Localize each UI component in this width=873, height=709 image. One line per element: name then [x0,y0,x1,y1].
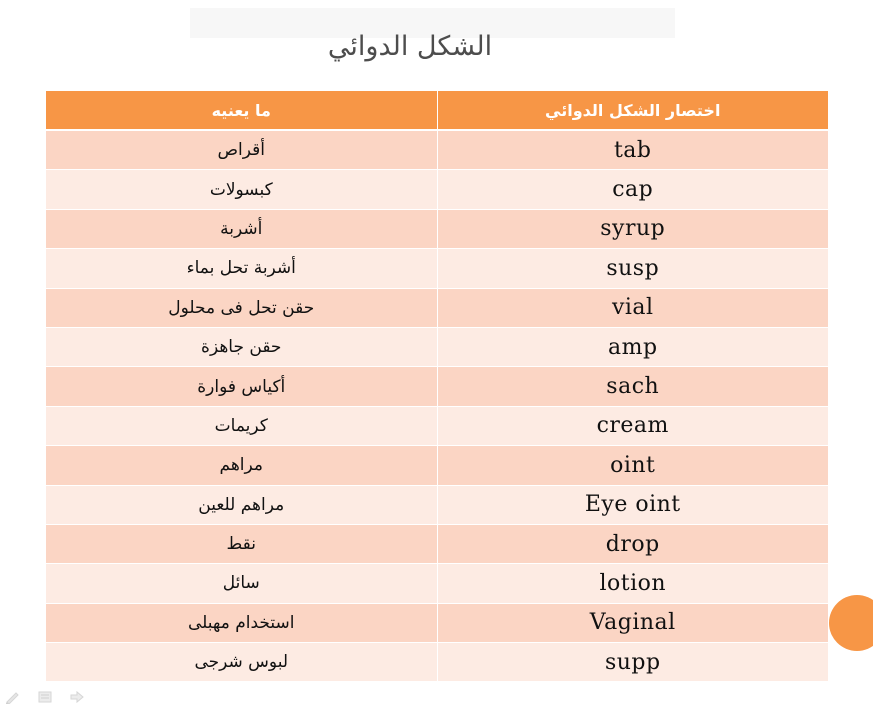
abbreviation-cell: Vaginal [437,603,828,642]
abbreviation-cell: amp [437,327,828,366]
table-row [46,367,828,406]
table-row [46,327,828,366]
abbreviation-cell: cap [437,170,828,209]
slides-icon[interactable] [36,689,54,705]
meaning-cell: أكياس فوارة [46,367,437,406]
abbreviation-cell: sach [437,367,828,406]
page-title: الشكل الدوائي [327,31,493,62]
table-row [46,564,828,603]
dosage-forms-table [46,91,828,682]
abbreviation-cell: drop [437,524,828,563]
abbreviation-cell: oint [437,446,828,485]
table-row [46,209,828,248]
meaning-cell: سائل [46,564,437,603]
table-body [46,130,828,682]
meaning-cell: مراهم للعين [46,485,437,524]
pen-icon[interactable] [4,689,22,705]
meaning-cell: مراهم [46,446,437,485]
meaning-cell: كريمات [46,406,437,445]
table-row [46,603,828,642]
pointer-icon[interactable] [68,689,86,705]
meaning-cell: نقط [46,524,437,563]
meaning-cell: أقراص [46,130,437,170]
meaning-cell: حقن تحل فى محلول [46,288,437,327]
table-row [46,249,828,288]
table-row [46,288,828,327]
abbreviation-cell: supp [437,643,828,682]
meaning-cell: أشربة [46,209,437,248]
table-row [46,524,828,563]
abbreviation-cell: susp [437,249,828,288]
table-row [46,643,828,682]
header-abbreviation: اختصار الشكل الدوائي [437,91,828,130]
meaning-cell: كبسولات [46,170,437,209]
meaning-cell: أشربة تحل بماء [46,249,437,288]
slideshow-toolbar [4,688,86,706]
header-meaning: ما يعنيه [46,91,437,130]
table-row [46,170,828,209]
abbreviation-cell: lotion [437,564,828,603]
abbreviation-cell: syrup [437,209,828,248]
meaning-cell: حقن جاهزة [46,327,437,366]
abbreviation-cell: cream [437,406,828,445]
table-header-row [46,91,828,130]
meaning-cell: استخدام مهبلى [46,603,437,642]
table-row [46,485,828,524]
meaning-cell: لبوس شرجى [46,643,437,682]
orange-circle-button[interactable] [829,595,873,651]
abbreviation-cell: Eye oint [437,485,828,524]
table-row [46,406,828,445]
table-row [46,446,828,485]
table-row [46,130,828,170]
abbreviation-cell: tab [437,130,828,170]
abbreviation-cell: vial [437,288,828,327]
